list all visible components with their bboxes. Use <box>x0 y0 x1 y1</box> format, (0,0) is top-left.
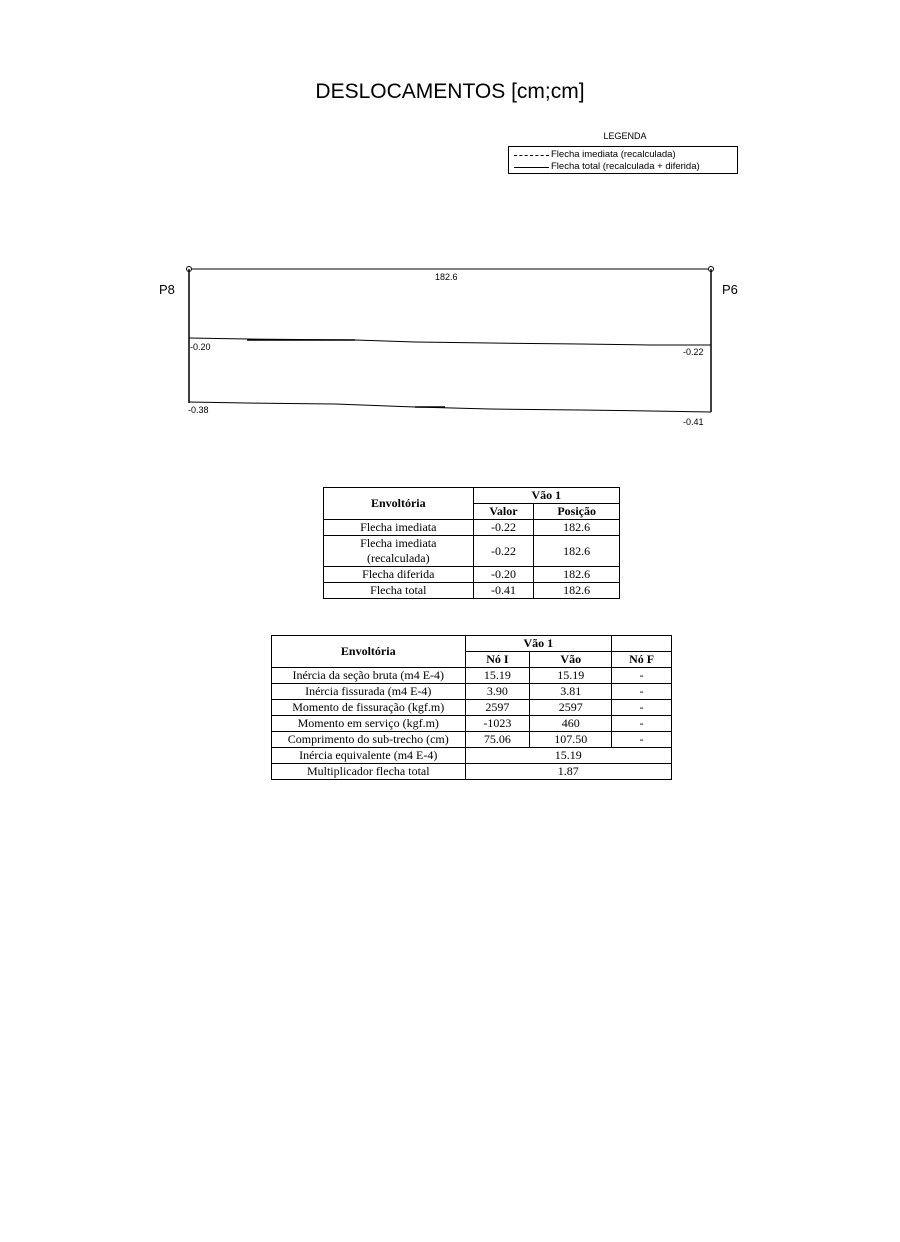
support-label-right: P6 <box>722 282 738 297</box>
row-no-i: 15.19 <box>465 668 530 684</box>
immediate-right-label: -0.22 <box>683 347 704 357</box>
row-vao: 107.50 <box>530 732 612 748</box>
table-row <box>272 668 672 684</box>
header-valor: Valor <box>473 504 534 520</box>
row-no-f: - <box>612 668 672 684</box>
deflection-summary-table <box>323 487 620 599</box>
row-label: Flecha imediata (recalculada) <box>324 536 474 567</box>
row-label: Momento em serviço (kgf.m) <box>272 716 466 732</box>
header-span: Vão 1 <box>465 636 612 652</box>
row-label: Multiplicador flecha total <box>272 764 466 780</box>
table-row <box>324 583 620 599</box>
table-header-row <box>272 636 672 652</box>
immediate-deflection-curve <box>189 338 711 345</box>
table-row <box>324 520 620 536</box>
support-label-left: P8 <box>159 282 175 297</box>
row-label: Comprimento do sub-trecho (cm) <box>272 732 466 748</box>
legend-item-label: Flecha total (recalculada + diferida) <box>551 161 700 172</box>
row-posicao: 182.6 <box>534 567 620 583</box>
table-row <box>272 684 672 700</box>
row-label: Inércia da seção bruta (m4 E-4) <box>272 668 466 684</box>
table-header-row <box>324 488 620 504</box>
row-label: Inércia equivalente (m4 E-4) <box>272 748 466 764</box>
row-no-i: 2597 <box>465 700 530 716</box>
deflection-diagram <box>0 0 900 460</box>
header-span: Vão 1 <box>473 488 619 504</box>
header-no-f: Nó F <box>612 652 672 668</box>
row-posicao: 182.6 <box>534 536 620 567</box>
row-vao: 15.19 <box>530 668 612 684</box>
total-right-label: -0.41 <box>683 417 704 427</box>
table-row <box>272 732 672 748</box>
row-no-i: 75.06 <box>465 732 530 748</box>
header-no-i: Nó I <box>465 652 530 668</box>
table-row <box>272 700 672 716</box>
header-posicao: Posição <box>534 504 620 520</box>
row-vao: 2597 <box>530 700 612 716</box>
row-no-f: - <box>612 700 672 716</box>
row-no-f: - <box>612 716 672 732</box>
row-label: Inércia fissurada (m4 E-4) <box>272 684 466 700</box>
header-vao: Vão <box>530 652 612 668</box>
total-left-label: -0.38 <box>188 405 209 415</box>
table-row <box>272 716 672 732</box>
row-vao: 3.81 <box>530 684 612 700</box>
row-no-i: 3.90 <box>465 684 530 700</box>
span-length-label: 182.6 <box>435 272 458 282</box>
row-no-f: - <box>612 732 672 748</box>
row-label: Momento de fissuração (kgf.m) <box>272 700 466 716</box>
row-posicao: 182.6 <box>534 583 620 599</box>
table-row <box>324 567 620 583</box>
row-no-f: - <box>612 684 672 700</box>
row-vao: 460 <box>530 716 612 732</box>
header-envoltoria: Envoltória <box>272 636 466 668</box>
row-valor: -0.41 <box>473 583 534 599</box>
table-row <box>324 536 620 567</box>
row-label: Flecha diferida <box>324 567 474 583</box>
row-valor: -0.22 <box>473 520 534 536</box>
row-posicao: 182.6 <box>534 520 620 536</box>
table-row <box>272 764 672 780</box>
page-title: DESLOCAMENTOS [cm;cm] <box>315 80 585 103</box>
row-valor: -0.20 <box>473 567 534 583</box>
total-deflection-curve <box>189 402 711 412</box>
row-label: Flecha total <box>324 583 474 599</box>
header-envoltoria: Envoltória <box>324 488 474 520</box>
row-no-i: -1023 <box>465 716 530 732</box>
row-value: 15.19 <box>465 748 672 764</box>
inertia-table <box>271 635 672 780</box>
legend-item-label: Flecha imediata (recalculada) <box>551 149 676 160</box>
row-value: 1.87 <box>465 764 672 780</box>
row-label: Flecha imediata <box>324 520 474 536</box>
immediate-left-label: -0.20 <box>190 342 211 352</box>
legend-title: LEGENDA <box>603 131 647 141</box>
table-row <box>272 748 672 764</box>
header-empty <box>612 636 672 652</box>
beam-diagram-svg <box>0 0 900 460</box>
row-valor: -0.22 <box>473 536 534 567</box>
